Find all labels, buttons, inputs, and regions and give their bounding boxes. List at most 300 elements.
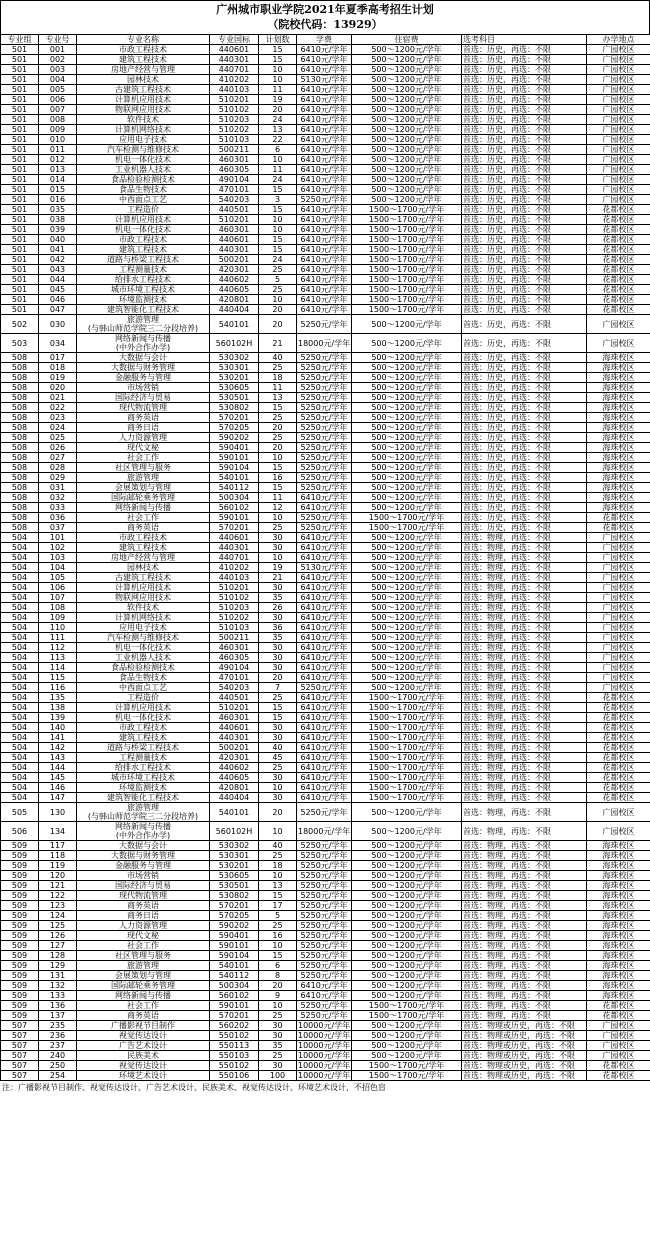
table-cell: 504 xyxy=(1,603,39,613)
table-cell: 508 xyxy=(1,483,39,493)
table-cell: 首选：历史，再选：不限 xyxy=(462,275,587,285)
table-cell: 130 xyxy=(39,803,77,822)
table-cell: 花都校区 xyxy=(587,723,650,733)
table-cell: 500～1200元/学年 xyxy=(352,463,462,473)
table-cell: 机电一体化技术 xyxy=(77,713,210,723)
table-row xyxy=(1,65,650,75)
table-cell: 500～1200元/学年 xyxy=(352,573,462,583)
table-cell: 6410元/学年 xyxy=(297,693,352,703)
table-cell: 建筑智能化工程技术 xyxy=(77,793,210,803)
table-cell: 1500～1700元/学年 xyxy=(352,523,462,533)
table-cell: 038 xyxy=(39,215,77,225)
table-cell: 17 xyxy=(259,901,297,911)
table-row xyxy=(1,533,650,543)
table-cell: 25 xyxy=(259,1051,297,1061)
table-cell: 5250元/学年 xyxy=(297,463,352,473)
table-row xyxy=(1,593,650,603)
table-cell: 508 xyxy=(1,493,39,503)
table-cell: 509 xyxy=(1,851,39,861)
table-cell: 6410元/学年 xyxy=(297,503,352,513)
table-cell: 首选：物理或历史，再选：不限 xyxy=(462,1041,587,1051)
table-cell: 海珠校区 xyxy=(587,911,650,921)
table-cell: 广园校区 xyxy=(587,553,650,563)
table-cell: 5250元/学年 xyxy=(297,453,352,463)
table-cell: 40 xyxy=(259,353,297,363)
table-cell: 501 xyxy=(1,245,39,255)
table-cell: 9 xyxy=(259,991,297,1001)
table-cell: 5250元/学年 xyxy=(297,523,352,533)
table-cell: 6410元/学年 xyxy=(297,285,352,295)
table-cell: 009 xyxy=(39,125,77,135)
table-cell: 5250元/学年 xyxy=(297,861,352,871)
table-cell: 计算机网络技术 xyxy=(77,613,210,623)
table-cell: 507 xyxy=(1,1041,39,1051)
table-cell: 大数据与财务管理 xyxy=(77,851,210,861)
table-cell: 508 xyxy=(1,423,39,433)
table-cell: 1500～1700元/学年 xyxy=(352,305,462,315)
table-cell: 6410元/学年 xyxy=(297,713,352,723)
table-cell: 广园校区 xyxy=(587,195,650,205)
table-cell: 460305 xyxy=(210,165,259,175)
table-cell: 海珠校区 xyxy=(587,901,650,911)
table-cell: 25 xyxy=(259,433,297,443)
table-cell: 540101 xyxy=(210,473,259,483)
table-cell: 509 xyxy=(1,981,39,991)
table-cell: 501 xyxy=(1,115,39,125)
table-row xyxy=(1,941,650,951)
table-cell: 30 xyxy=(259,733,297,743)
table-cell: 广园校区 xyxy=(587,85,650,95)
table-cell: 5250元/学年 xyxy=(297,901,352,911)
table-cell: 501 xyxy=(1,285,39,295)
table-cell: 500211 xyxy=(210,633,259,643)
table-cell: 500～1200元/学年 xyxy=(352,75,462,85)
table-cell: 501 xyxy=(1,165,39,175)
table-cell: 海珠校区 xyxy=(587,931,650,941)
table-cell: 首选：历史，再选：不限 xyxy=(462,165,587,175)
table-cell: 508 xyxy=(1,403,39,413)
table-cell: 首选：历史，再选：不限 xyxy=(462,145,587,155)
table-cell: 25 xyxy=(259,1011,297,1021)
table-cell: 018 xyxy=(39,363,77,373)
table-cell: 560102H xyxy=(210,822,259,841)
table-row xyxy=(1,185,650,195)
table-cell: 508 xyxy=(1,393,39,403)
table-cell: 食品生物技术 xyxy=(77,673,210,683)
table-cell: 501 xyxy=(1,215,39,225)
table-cell: 环境监测技术 xyxy=(77,295,210,305)
table-cell: 15 xyxy=(259,45,297,55)
table-row xyxy=(1,841,650,851)
table-cell: 500～1200元/学年 xyxy=(352,951,462,961)
table-cell: 550113 xyxy=(210,1041,259,1051)
table-row xyxy=(1,871,650,881)
table-cell: 6410元/学年 xyxy=(297,165,352,175)
table-cell: 广园校区 xyxy=(587,55,650,65)
table-cell: 500～1200元/学年 xyxy=(352,45,462,55)
table-row xyxy=(1,334,650,353)
table-row xyxy=(1,255,650,265)
table-cell: 广园校区 xyxy=(587,115,650,125)
table-cell: 首选：历史，再选：不限 xyxy=(462,55,587,65)
table-cell: 首选：历史，再选：不限 xyxy=(462,503,587,513)
table-cell: 机电一体化技术 xyxy=(77,225,210,235)
table-cell: 1500～1700元/学年 xyxy=(352,703,462,713)
table-row xyxy=(1,543,650,553)
table-cell: 236 xyxy=(39,1031,77,1041)
table-cell: 24 xyxy=(259,115,297,125)
table-cell: 500～1200元/学年 xyxy=(352,423,462,433)
table-cell: 物联网应用技术 xyxy=(77,105,210,115)
table-cell: 500～1200元/学年 xyxy=(352,135,462,145)
table-cell: 500～1200元/学年 xyxy=(352,483,462,493)
table-cell: 570205 xyxy=(210,423,259,433)
table-cell: 507 xyxy=(1,1051,39,1061)
table-cell: 海珠校区 xyxy=(587,403,650,413)
table-cell: 首选：物理，再选：不限 xyxy=(462,623,587,633)
table-cell: 570201 xyxy=(210,413,259,423)
table-cell: 503 xyxy=(1,334,39,353)
table-cell: 501 xyxy=(1,135,39,145)
table-cell: 海珠校区 xyxy=(587,871,650,881)
table-cell: 首选：物理，再选：不限 xyxy=(462,653,587,663)
table-cell: 125 xyxy=(39,921,77,931)
table-cell: 12 xyxy=(259,503,297,513)
table-cell: 504 xyxy=(1,653,39,663)
table-cell: 6410元/学年 xyxy=(297,733,352,743)
table-cell: 003 xyxy=(39,65,77,75)
table-row xyxy=(1,1021,650,1031)
table-cell: 1500～1700元/学年 xyxy=(352,225,462,235)
table-cell: 园林技术 xyxy=(77,75,210,85)
table-cell: 504 xyxy=(1,733,39,743)
table-cell: 13 xyxy=(259,393,297,403)
table-cell: 590101 xyxy=(210,1001,259,1011)
table-cell: 首选：历史，再选：不限 xyxy=(462,125,587,135)
table-cell: 机电一体化技术 xyxy=(77,643,210,653)
table-row xyxy=(1,225,650,235)
table-cell: 570205 xyxy=(210,911,259,921)
table-cell: 500～1200元/学年 xyxy=(352,603,462,613)
table-cell: 16 xyxy=(259,473,297,483)
table-row xyxy=(1,861,650,871)
table-cell: 广园校区 xyxy=(587,633,650,643)
table-cell: 海珠校区 xyxy=(587,383,650,393)
table-cell: 017 xyxy=(39,353,77,363)
table-cell: 123 xyxy=(39,901,77,911)
table-cell: 广园校区 xyxy=(587,65,650,75)
table-cell: 工程测量技术 xyxy=(77,265,210,275)
table-cell: 首选：历史，再选：不限 xyxy=(462,135,587,145)
table-cell: 490104 xyxy=(210,663,259,673)
table-cell: 5250元/学年 xyxy=(297,483,352,493)
table-cell: 广园校区 xyxy=(587,175,650,185)
table-cell: 海珠校区 xyxy=(587,413,650,423)
table-row xyxy=(1,763,650,773)
table-cell: 5250元/学年 xyxy=(297,363,352,373)
table-cell: 25 xyxy=(259,413,297,423)
table-cell: 500～1200元/学年 xyxy=(352,363,462,373)
table-cell: 20 xyxy=(259,105,297,115)
table-cell: 海珠校区 xyxy=(587,483,650,493)
table-cell: 530301 xyxy=(210,363,259,373)
table-cell: 470101 xyxy=(210,185,259,195)
table-cell: 首选：历史，再选：不限 xyxy=(462,175,587,185)
table-row xyxy=(1,75,650,85)
table-cell: 560102H xyxy=(210,334,259,353)
table-cell: 建筑工程技术 xyxy=(77,245,210,255)
table-cell: 6410元/学年 xyxy=(297,135,352,145)
table-cell: 440301 xyxy=(210,543,259,553)
table-cell: 工业机器人技术 xyxy=(77,653,210,663)
table-cell: 海珠校区 xyxy=(587,861,650,871)
table-cell: 6410元/学年 xyxy=(297,981,352,991)
table-cell: 花都校区 xyxy=(587,793,650,803)
table-row xyxy=(1,393,650,403)
table-cell: 15 xyxy=(259,185,297,195)
table-cell: 500～1200元/学年 xyxy=(352,353,462,363)
table-cell: 广园校区 xyxy=(587,105,650,115)
table-cell: 500～1200元/学年 xyxy=(352,803,462,822)
table-cell: 市政工程技术 xyxy=(77,723,210,733)
table-cell: 房地产经营与管理 xyxy=(77,553,210,563)
table-cell: 500～1200元/学年 xyxy=(352,503,462,513)
table-cell: 6410元/学年 xyxy=(297,45,352,55)
table-cell: 030 xyxy=(39,315,77,334)
table-cell: 509 xyxy=(1,951,39,961)
table-cell: 6410元/学年 xyxy=(297,115,352,125)
table-cell: 15 xyxy=(259,403,297,413)
table-cell: 505 xyxy=(1,803,39,822)
table-cell: 530302 xyxy=(210,841,259,851)
table-cell: 21 xyxy=(259,573,297,583)
table-cell: 530802 xyxy=(210,403,259,413)
table-cell: 440605 xyxy=(210,285,259,295)
table-cell: 汽车检测与维修技术 xyxy=(77,145,210,155)
table-cell: 500～1200元/学年 xyxy=(352,553,462,563)
table-cell: 440103 xyxy=(210,85,259,95)
table-cell: 500～1200元/学年 xyxy=(352,583,462,593)
table-cell: 460305 xyxy=(210,653,259,663)
table-cell: 首选：物理，再选：不限 xyxy=(462,763,587,773)
table-cell: 006 xyxy=(39,95,77,105)
table-cell: 36 xyxy=(259,623,297,633)
table-cell: 6410元/学年 xyxy=(297,763,352,773)
table-cell: 5250元/学年 xyxy=(297,971,352,981)
table-cell: 20 xyxy=(259,673,297,683)
table-cell: 首选：物理，再选：不限 xyxy=(462,901,587,911)
table-cell: 143 xyxy=(39,753,77,763)
table-cell: 507 xyxy=(1,1031,39,1041)
table-cell: 501 xyxy=(1,185,39,195)
table-cell: 海珠校区 xyxy=(587,373,650,383)
table-cell: 24 xyxy=(259,255,297,265)
table-cell: 30 xyxy=(259,543,297,553)
table-row xyxy=(1,1071,650,1081)
table-cell: 509 xyxy=(1,971,39,981)
table-cell: 5250元/学年 xyxy=(297,921,352,931)
table-cell: 5250元/学年 xyxy=(297,473,352,483)
table-cell: 118 xyxy=(39,851,77,861)
table-cell: 25 xyxy=(259,693,297,703)
table-cell: 508 xyxy=(1,453,39,463)
table-cell: 7 xyxy=(259,683,297,693)
table-cell: 海珠校区 xyxy=(587,503,650,513)
table-cell: 10000元/学年 xyxy=(298,1071,351,1080)
table-cell: 现代物流管理 xyxy=(77,891,210,901)
table-cell: 20 xyxy=(259,981,297,991)
table-cell: 5250元/学年 xyxy=(297,891,352,901)
table-cell: 6410元/学年 xyxy=(297,295,352,305)
table-row xyxy=(1,145,650,155)
table-cell: 现代文秘 xyxy=(77,931,210,941)
table-cell: 508 xyxy=(1,383,39,393)
table-cell: 5130元/学年 xyxy=(297,75,352,85)
table-cell: 10 xyxy=(259,553,297,563)
table-row xyxy=(1,275,650,285)
table-cell: 440501 xyxy=(210,205,259,215)
table-cell: 首选：历史，再选：不限 xyxy=(462,315,587,334)
table-cell: 社会工作 xyxy=(77,453,210,463)
table-cell: 504 xyxy=(1,633,39,643)
table-cell: 25 xyxy=(259,285,297,295)
table-cell: 广播影视节目制作 xyxy=(77,1021,210,1031)
table-cell: 13 xyxy=(259,881,297,891)
table-cell: 013 xyxy=(39,165,77,175)
table-cell: 5250元/学年 xyxy=(297,513,352,523)
table-cell: 504 xyxy=(1,683,39,693)
table-cell: 10 xyxy=(259,65,297,75)
table-cell: 首选：历史，再选：不限 xyxy=(462,463,587,473)
table-cell: 5250元/学年 xyxy=(297,393,352,403)
table-cell: 504 xyxy=(1,553,39,563)
table-cell: 420301 xyxy=(210,265,259,275)
table-cell: 500201 xyxy=(210,255,259,265)
table-cell: 504 xyxy=(1,773,39,783)
table-cell: 508 xyxy=(1,513,39,523)
table-cell: 6410元/学年 xyxy=(297,225,352,235)
table-cell: 花都校区 xyxy=(587,225,650,235)
table-cell: 13 xyxy=(259,125,297,135)
table-cell: 首选：物理，再选：不限 xyxy=(462,961,587,971)
table-cell: 花都校区 xyxy=(587,265,650,275)
table-cell: 137 xyxy=(39,1011,77,1021)
table-row xyxy=(1,373,650,383)
table-row xyxy=(1,633,650,643)
table-cell: 19 xyxy=(259,95,297,105)
table-cell: 首选：历史，再选：不限 xyxy=(462,403,587,413)
table-row xyxy=(1,305,650,315)
table-cell: 6410元/学年 xyxy=(297,245,352,255)
table-cell: 11 xyxy=(259,383,297,393)
table-row xyxy=(1,753,650,763)
table-cell: 大数据与财务管理 xyxy=(77,363,210,373)
table-cell: 136 xyxy=(39,1001,77,1011)
table-cell: 509 xyxy=(1,871,39,881)
table-cell: 首选：历史，再选：不限 xyxy=(462,493,587,503)
table-row xyxy=(1,523,650,533)
table-cell: 105 xyxy=(39,573,77,583)
table-cell: 5 xyxy=(259,275,297,285)
table-cell: 首选：物理，再选：不限 xyxy=(462,673,587,683)
table-cell: 10000元/学年 xyxy=(298,1041,351,1050)
table-cell: 中西面点工艺 xyxy=(77,195,210,205)
table-cell: 510201 xyxy=(210,215,259,225)
table-row xyxy=(1,891,650,901)
table-cell: 440601 xyxy=(210,235,259,245)
table-cell: 500～1200元/学年 xyxy=(352,195,462,205)
table-cell: 食品检验检测技术 xyxy=(77,175,210,185)
table-cell: 海珠校区 xyxy=(587,423,650,433)
footnote: 注：广播影视节目制作、视觉传达设计、广告艺术设计、民族美术、视觉传达设计、环境艺术设计，不招色盲 xyxy=(2,1083,386,1092)
table-cell: 20 xyxy=(259,803,297,822)
table-cell: 033 xyxy=(39,503,77,513)
table-cell: 504 xyxy=(1,673,39,683)
table-cell: 食品检验检测技术 xyxy=(77,663,210,673)
table-cell: 社会工作 xyxy=(77,513,210,523)
table-cell: 500～1200元/学年 xyxy=(352,185,462,195)
table-cell: 440701 xyxy=(210,65,259,75)
table-cell: 504 xyxy=(1,663,39,673)
table-cell: 560202 xyxy=(210,1021,259,1031)
table-cell: 590202 xyxy=(210,433,259,443)
table-cell: 花都校区 xyxy=(587,713,650,723)
table-cell: 250 xyxy=(39,1061,77,1071)
table-row xyxy=(1,613,650,623)
table-cell: 16 xyxy=(259,931,297,941)
table-cell: 500～1200元/学年 xyxy=(352,613,462,623)
table-cell: 500～1200元/学年 xyxy=(352,373,462,383)
table-cell: 应用电子技术 xyxy=(77,135,210,145)
table-cell: 530605 xyxy=(210,871,259,881)
table-row xyxy=(1,643,650,653)
table-cell: 首选：历史，再选：不限 xyxy=(462,353,587,363)
table-row xyxy=(1,205,650,215)
table-cell: 15 xyxy=(259,483,297,493)
table-cell: 22 xyxy=(259,135,297,145)
table-row xyxy=(1,713,650,723)
table-cell: 500～1200元/学年 xyxy=(352,971,462,981)
table-cell: 市政工程技术 xyxy=(77,235,210,245)
table-cell: 590101 xyxy=(210,941,259,951)
table-cell: 410202 xyxy=(210,75,259,85)
table-cell: 广园校区 xyxy=(587,155,650,165)
table-cell: 6410元/学年 xyxy=(297,543,352,553)
table-cell: 510102 xyxy=(210,593,259,603)
table-cell: 首选：物理，再选：不限 xyxy=(462,663,587,673)
table-cell: 502 xyxy=(1,315,39,334)
table-row xyxy=(1,423,650,433)
table-cell: 给排水工程技术 xyxy=(77,763,210,773)
table-cell: 500～1200元/学年 xyxy=(352,543,462,553)
table-row xyxy=(1,105,650,115)
table-cell: 会展策划与管理 xyxy=(77,483,210,493)
table-cell: 041 xyxy=(39,245,77,255)
table-cell: 504 xyxy=(1,713,39,723)
table-cell: 1500～1700元/学年 xyxy=(352,753,462,763)
table-cell: 507 xyxy=(1,1071,39,1081)
table-cell: 6410元/学年 xyxy=(297,603,352,613)
table-cell: 460301 xyxy=(210,155,259,165)
table-cell: 广园校区 xyxy=(587,315,650,334)
table-header-row xyxy=(1,35,650,45)
table-row xyxy=(1,1041,650,1051)
table-row xyxy=(1,603,650,613)
table-cell: 5130元/学年 xyxy=(297,563,352,573)
table-cell: 508 xyxy=(1,523,39,533)
table-cell: 25 xyxy=(259,851,297,861)
table-cell: 6410元/学年 xyxy=(297,673,352,683)
